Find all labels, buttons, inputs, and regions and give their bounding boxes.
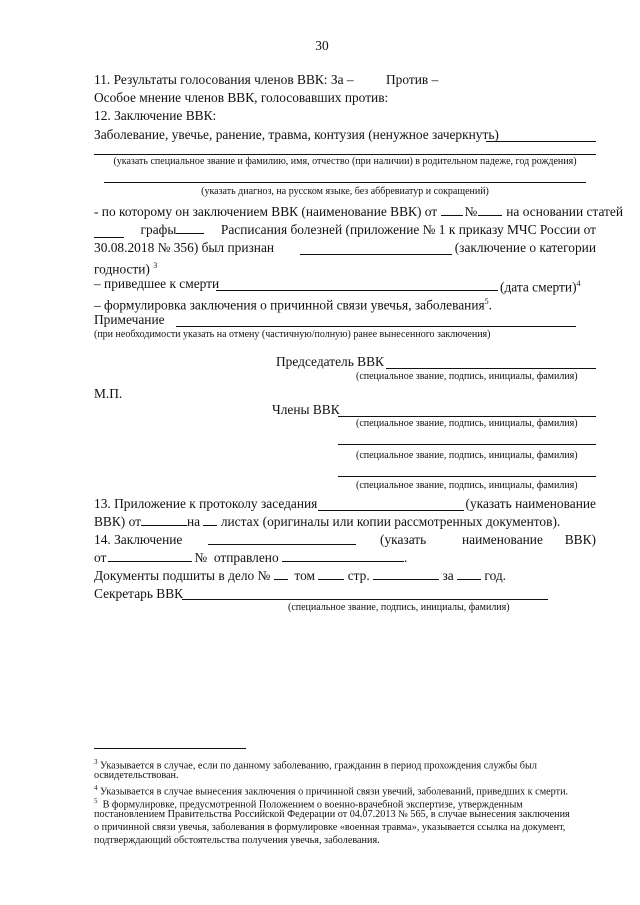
footnote-3-text: Указывается в случае, если по данному заболеванию, гражданин в период прохождения службы был [100, 760, 537, 772]
fitness-text [94, 258, 157, 277]
formulation-period: . [488, 297, 493, 313]
member-3-blank[interactable] [338, 476, 596, 477]
item14-conclusion: 14. Заключение [94, 532, 183, 547]
member-2-hint: (специальное звание, подпись, инициалы, фамилия) [356, 450, 578, 461]
decision-number-blank[interactable] [478, 215, 502, 216]
decision-date-blank[interactable] [441, 215, 463, 216]
footnote-5-text: В формулировке, предусмотренной Положением о военно-врачебной экспертизе, утвержденным [102, 799, 523, 811]
diagnosis-blank[interactable] [104, 182, 586, 183]
appendix-from: ВВК) от [94, 514, 141, 529]
death-date-text [500, 276, 581, 295]
appendix-text: 13. Приложение к протоколу заседания [94, 496, 318, 511]
footnote-ref-5: 5 [484, 297, 489, 306]
chairman-signature-blank[interactable] [386, 368, 596, 369]
member-1-hint: (специальное звание, подпись, инициалы, фамилия) [356, 418, 578, 429]
members-label: Члены ВВК [272, 402, 340, 417]
appendix-blank[interactable] [318, 510, 464, 511]
filed-page-blank[interactable] [373, 579, 439, 580]
sent-date-blank[interactable] [108, 561, 192, 562]
filed-year: год. [484, 568, 507, 583]
filed-for: за [442, 568, 454, 583]
decision-by-text: - по которому он заключением ВВК (наименование ВВК) от [94, 204, 438, 219]
led-to-death-text: – приведшее к смерти [94, 276, 220, 291]
appendix-line-2 [94, 514, 560, 530]
schedule-line [94, 222, 596, 238]
note-hint: (при необходимости указать на отмену (частичную/полную) ранее вынесенного заключения) [94, 329, 491, 340]
footnote-5-number: 5 [94, 797, 98, 805]
sent-line [94, 550, 407, 566]
note-label: Примечание [94, 312, 165, 327]
page-number: 30 [315, 38, 329, 53]
sent-blank[interactable] [282, 561, 404, 562]
death-cause-blank[interactable] [216, 290, 498, 291]
appendix-sheets-blank[interactable] [203, 525, 217, 526]
member-3-hint: (специальное звание, подпись, инициалы, фамилия) [356, 480, 578, 491]
filed-case: Документы подшиты в дело № [94, 568, 271, 583]
schedule-text: Расписания болезней (приложение № 1 к приказу МЧС России от [220, 222, 596, 237]
footnote-5-line-3: о причинной связи увечья, заболевания в формулировке «военная травма», указывается ссылка на документ, [94, 822, 566, 833]
footnote-4-number: 4 [94, 784, 98, 792]
item14-blank[interactable] [208, 544, 356, 545]
seal-label: М.П. [94, 386, 123, 401]
footnote-5-line-2: постановлением Правительства Российской Федерации от 04.07.2013 № 565, в случае вынесения заключения [94, 809, 570, 820]
order-date-text: 30.08.2018 № 356) был признан [94, 240, 275, 255]
note-blank[interactable] [176, 326, 576, 327]
footnote-3-number: 3 [94, 758, 98, 766]
appendix-sheets-text: листах (оригиналы или копии рассмотренных документов). [220, 514, 561, 529]
column-blank[interactable] [176, 233, 204, 234]
fitness-word: годности) [94, 261, 150, 277]
sent-number-sign: № [194, 550, 208, 565]
footnote-3-line-2: освидетельствован. [94, 770, 179, 781]
member-1-blank[interactable] [338, 416, 596, 417]
decision-articles-text: на основании статей [506, 204, 624, 219]
secretary-label: Секретарь ВВК [94, 586, 184, 601]
footnote-ref-4: 4 [576, 279, 581, 288]
category-hint-text: (заключение о категории [454, 240, 596, 255]
item14-specify: (указать [380, 532, 427, 547]
disease-line: Заболевание, увечье, ранение, травма, контузия (ненужное зачеркнуть) [94, 127, 499, 142]
sent-from: от [94, 550, 107, 565]
item14-line [94, 532, 596, 548]
decision-by-line [94, 204, 623, 220]
dissent-opinion: Особое мнение членов ВВК, голосовавших против: [94, 90, 389, 105]
footnote-ref-3: 3 [153, 261, 158, 270]
filed-volume: том [294, 568, 315, 583]
sent-period: . [404, 550, 408, 565]
filed-volume-blank[interactable] [318, 579, 344, 580]
filed-case-blank[interactable] [274, 579, 288, 580]
name-hint: (указать специальное звание и фамилию, имя, отчество (при наличии) в родительном падеже, год рождения) [113, 156, 577, 167]
appendix-hint-text: (указать наименование [465, 496, 596, 511]
filed-line [94, 568, 506, 584]
secretary-blank[interactable] [182, 599, 548, 600]
item14-vvk: ВВК) [564, 532, 596, 547]
footnote-5-line-4: подтверждающий обстоятельства получения увечья, заболевания. [94, 835, 380, 846]
formulation-label: – формулировка заключения о причинной связи увечья, заболевания [94, 297, 485, 313]
decision-number-sign: № [464, 204, 478, 219]
chairman-hint: (специальное звание, подпись, инициалы, фамилия) [356, 371, 578, 382]
item14-name: наименование [462, 532, 543, 547]
chairman-label: Председатель ВВК [276, 354, 384, 369]
footnote-4-text: Указывается в случае вынесения заключения о причинной связи увечий, заболеваний, приведших к смерти. [100, 786, 569, 798]
formulation-text [94, 294, 492, 313]
category-blank[interactable] [300, 254, 452, 255]
sent-label: отправлено [213, 550, 279, 565]
conclusion-heading: 12. Заключение ВВК: [94, 108, 217, 123]
name-blank[interactable] [94, 154, 596, 155]
footnote-separator [94, 748, 246, 749]
secretary-hint: (специальное звание, подпись, инициалы, фамилия) [288, 602, 510, 613]
member-2-blank[interactable] [338, 444, 596, 445]
filed-page: стр. [347, 568, 370, 583]
filed-year-blank[interactable] [457, 579, 481, 580]
column-text: графы [140, 222, 177, 237]
appendix-on: на [186, 514, 201, 529]
appendix-date-blank[interactable] [141, 525, 187, 526]
diagnosis-hint: (указать диагноз, на русском языке, без аббревиатур и сокращений) [201, 186, 489, 197]
disease-blank[interactable] [486, 141, 596, 142]
voting-against: Против – [386, 72, 439, 87]
death-date-label: (дата смерти) [500, 279, 577, 295]
voting-results: 11. Результаты голосования членов ВВК: За – [94, 72, 354, 87]
articles-blank[interactable] [94, 222, 124, 238]
